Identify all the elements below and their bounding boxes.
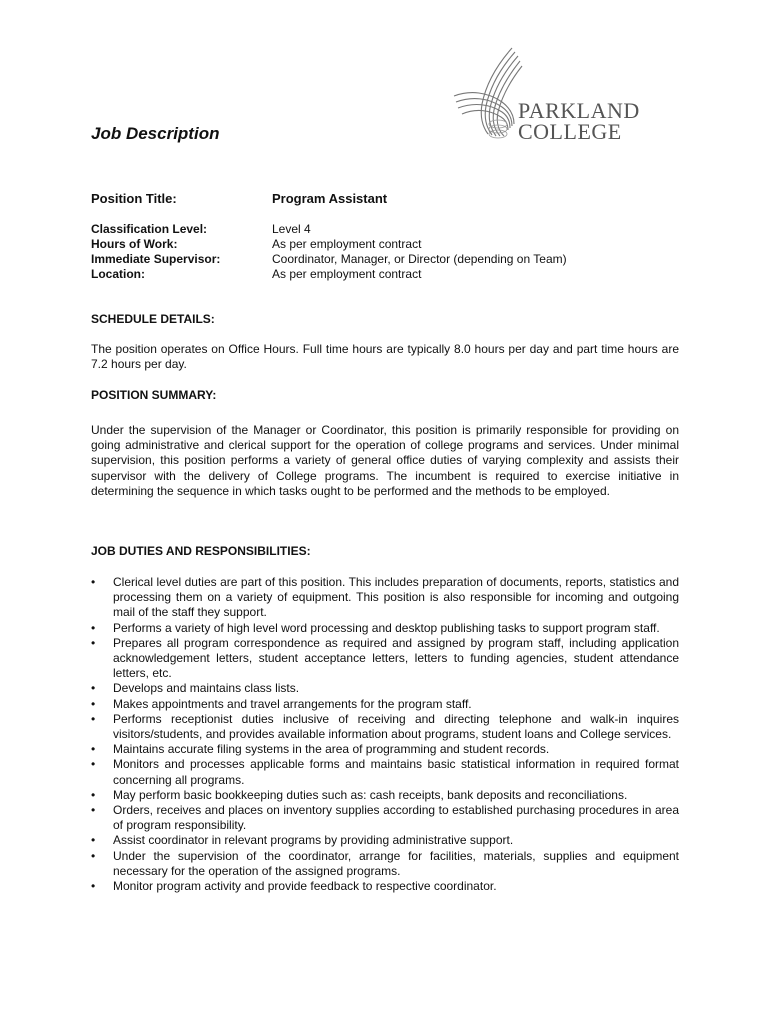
- list-item: [91, 681, 679, 696]
- list-item: [91, 621, 679, 636]
- list-item: [91, 712, 679, 742]
- duty-text: Maintains accurate filing systems in the area of programming and student records.: [113, 742, 550, 757]
- list-item: [91, 742, 679, 757]
- field-label: Location:: [91, 267, 145, 281]
- bullet-icon: •: [91, 620, 96, 635]
- field-label: Immediate Supervisor:: [91, 252, 221, 266]
- schedule-heading: SCHEDULE DETAILS:: [91, 312, 215, 326]
- field-value: Coordinator, Manager, or Director (depending on Team): [272, 252, 567, 266]
- bullet-icon: •: [91, 879, 96, 894]
- schedule-text: The position operates on Office Hours. Full time hours are typically 8.0 hours per day and part time hours are 7.2 hours per day.: [91, 342, 679, 372]
- list-item: [91, 879, 679, 894]
- list-item: [91, 849, 679, 879]
- position-title-value: Program Assistant: [272, 191, 388, 206]
- duty-text: Monitors and processes applicable forms and maintains basic statistical information in required format concerning all programs.: [113, 757, 679, 787]
- duty-text: Monitor program activity and provide feedback to respective coordinator.: [113, 879, 497, 894]
- duty-text: Clerical level duties are part of this position. This includes preparation of documents, reports, statistics and processing them on a variety of equipment. This position is also responsible for incoming and outgoing mail of the staff they support.: [113, 575, 679, 620]
- bullet-icon: •: [91, 681, 96, 696]
- duty-text: Orders, receives and places on inventory supplies according to established purchasing procedures in area of program responsibility.: [113, 803, 679, 833]
- list-item: [91, 803, 679, 833]
- bullet-icon: •: [91, 787, 96, 802]
- duty-text: Performs receptionist duties inclusive of receiving and directing telephone and walk-in inquires visitors/students, and provides available information about programs, student loans and College services.: [113, 711, 679, 742]
- list-item: [91, 757, 679, 787]
- bullet-icon: •: [91, 803, 96, 818]
- field-value: As per employment contract: [272, 237, 422, 251]
- field-value: As per employment contract: [272, 267, 422, 281]
- bullet-icon: •: [91, 575, 96, 589]
- field-value: Level 4: [272, 222, 311, 236]
- duty-text: Prepares all program correspondence as required and assigned by program staff, including application acknowledgement letters, student acceptance letters, letters to funding agencies, student attendance letters, etc.: [113, 635, 679, 681]
- duty-text: Makes appointments and travel arrangements for the program staff.: [113, 696, 472, 711]
- college-name-line2: COLLEGE: [518, 119, 622, 144]
- bullet-icon: •: [91, 757, 96, 772]
- summary-text: Under the supervision of the Manager or Coordinator, this position is primarily responsible for providing on going administrative and clerical support for the operation of college programs and services. Under minimal supervision, this position performs a variety of general office duties of varying complexity and assists their supervisor with the delivery of College programs. The incumbent is required to exercise initiative in determining the sequence in which tasks ought to be performed and the methods to be employed.: [91, 423, 679, 498]
- list-item: [91, 788, 679, 803]
- field-label: Hours of Work:: [91, 237, 178, 251]
- list-item: [91, 636, 679, 682]
- summary-heading: POSITION SUMMARY:: [91, 388, 217, 402]
- document-title: Job Description: [91, 124, 220, 143]
- duties-heading: JOB DUTIES AND RESPONSIBILITIES:: [91, 544, 311, 558]
- college-name-line1: PARKLAND: [518, 98, 640, 123]
- list-item: [91, 833, 679, 848]
- bullet-icon: •: [91, 833, 96, 848]
- bullet-icon: •: [91, 742, 96, 757]
- duty-text: May perform basic bookkeeping duties such as: cash receipts, bank deposits and reconciliations.: [113, 787, 628, 802]
- list-item: [91, 575, 679, 621]
- bullet-icon: •: [91, 848, 96, 863]
- list-item: [91, 697, 679, 712]
- duty-text: Under the supervision of the coordinator, arrange for facilities, materials, supplies and equipment necessary for the operation of the assigned programs.: [113, 848, 679, 878]
- duty-text: Develops and maintains class lists.: [113, 681, 300, 696]
- parkland-college-logo: [452, 44, 642, 144]
- field-label: Classification Level:: [91, 222, 208, 236]
- duty-text: Assist coordinator in relevant programs by providing administrative support.: [113, 833, 514, 848]
- bullet-icon: •: [91, 635, 96, 650]
- bullet-icon: •: [91, 696, 96, 711]
- duties-list: [91, 575, 679, 894]
- college-name: [518, 100, 640, 142]
- duty-text: Performs a variety of high level word processing and desktop publishing tasks to support program staff.: [113, 620, 660, 635]
- position-title-label: Position Title:: [91, 191, 177, 206]
- bullet-icon: •: [91, 711, 96, 726]
